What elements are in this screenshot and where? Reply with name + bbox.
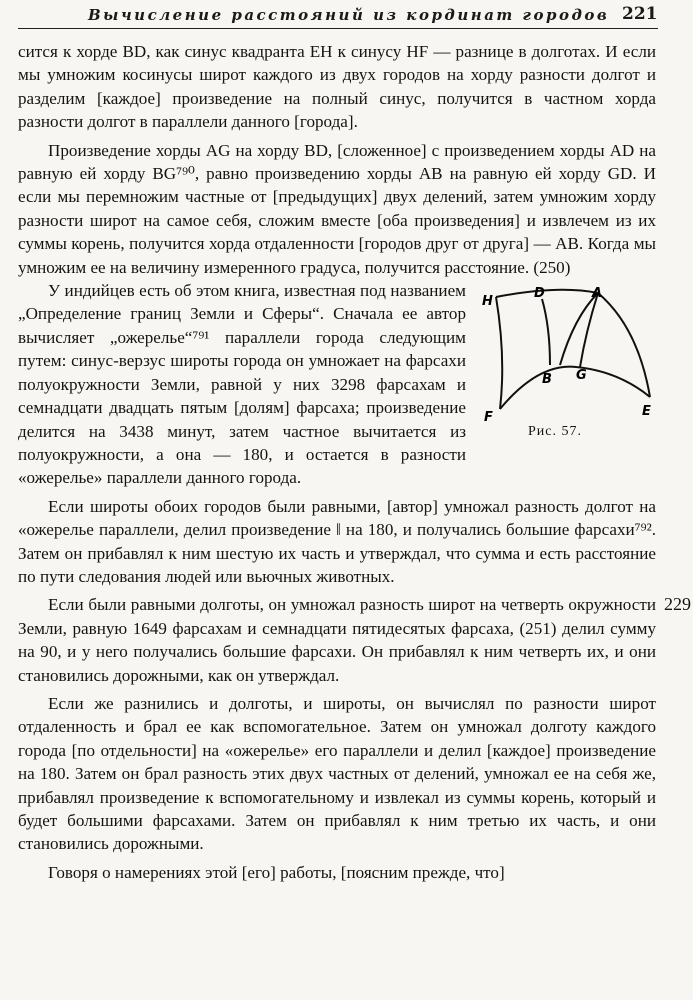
header-rule — [18, 28, 658, 29]
label-g: G — [576, 368, 587, 384]
paragraph-1: сится к хорде BD, как синус квадранта EH к синусу HF — разнице в долготах. И если мы умножим косинусы широт каждого из двух городов на хорду разности долгот и разделим [каждое] произведение на полный синус, получится в частном хорда разности долгот в параллели данного [города]. — [18, 42, 656, 132]
running-title: Вычисление расстояний из кординат городов — [88, 6, 610, 24]
paragraph-4: Если широты обоих городов были равными, [автор] умножал разность долгот на «ожерелье параллели, делил произведение ‖ на 180, и получались большие фарсахи⁷⁹². Затем он прибавлял к ним шестую их часть и утверждал, что сумма и есть расстояние по пути следования людей или вьючных животных. — [18, 496, 656, 586]
margin-page-number: 229 — [664, 594, 691, 614]
paragraph-5: Если были равными долготы, он умножал разность широт на четверть окружности Земли, равную 1649 фарсахам и семнадцати пятидесятых фарсаха, (251) делил сумму на 90, и у него получались большие фарсахи. Он прибавлял к ним четверть их, и они становились дорожными, как он утверждал. — [18, 595, 656, 685]
label-a: A — [592, 287, 603, 302]
page-body — [18, 40, 656, 884]
label-f: F — [484, 410, 493, 423]
page-number: 221 — [622, 4, 658, 24]
figure-caption: Рис. 57. — [528, 424, 582, 440]
spherical-diagram — [478, 287, 656, 422]
label-b: B — [542, 372, 552, 388]
paragraph-6: Если же разнились и долготы, и широты, он вычислял по разности широт отдаленность и брал ее как вспомогательное. Затем он умножал долготу каждого города [по отдельности] на «ожерелье» его параллели и делил [каждое] произведение на 180. Затем он брал разность этих двух частных от делений, умножал ее на себя же, прибавлял произведение к вспомогательному и извлекал из суммы корень, который и будет большими фарсахами. Затем он прибавлял к ним третью их часть, и они становились дорожными. — [18, 693, 656, 854]
paragraph-7: Говоря о намерениях этой [его] работы, [поясним прежде, что] — [48, 862, 505, 882]
label-e: E — [642, 404, 651, 420]
paragraph-2: Произведение хорды AG на хорду BD, [сложенное] с произведением хорды AD на равную ей хорду BG⁷⁹⁰, равно произведению хорды AB на равную ей хорду GD. И если мы перемножим частные от [предыдущих] двух делений, затем умножим хорду разности широт на самое себя, сложим вместе [оба произведения] и извлечем из их суммы корень, получится хорда отдаленности [городов друг от друга] — AB. Когда мы умножим ее на величину измеренного градуса, получится расстояние. (250) — [18, 140, 656, 277]
figure-57 — [478, 287, 656, 455]
label-h: H — [482, 294, 493, 310]
label-d: D — [534, 287, 545, 302]
paragraph-3: У индийцев есть об этом книга, известная под названием „Определение границ Земли и Сферы“. Сначала ее автор вычисляет „ожерелье“⁷⁹¹ параллели города следующим путем: синус-верзус широты города он умножает на фарсахи полуокружности Земли, равной у них 3298 фарсахам и семнадцати двадцать пятым [долям] фарсаха; произведение делится на 3438 минут, затем частное вычитается из полуокружности, а она — 180, и остается в разности «ожерелье» параллели данного города. — [18, 281, 466, 488]
